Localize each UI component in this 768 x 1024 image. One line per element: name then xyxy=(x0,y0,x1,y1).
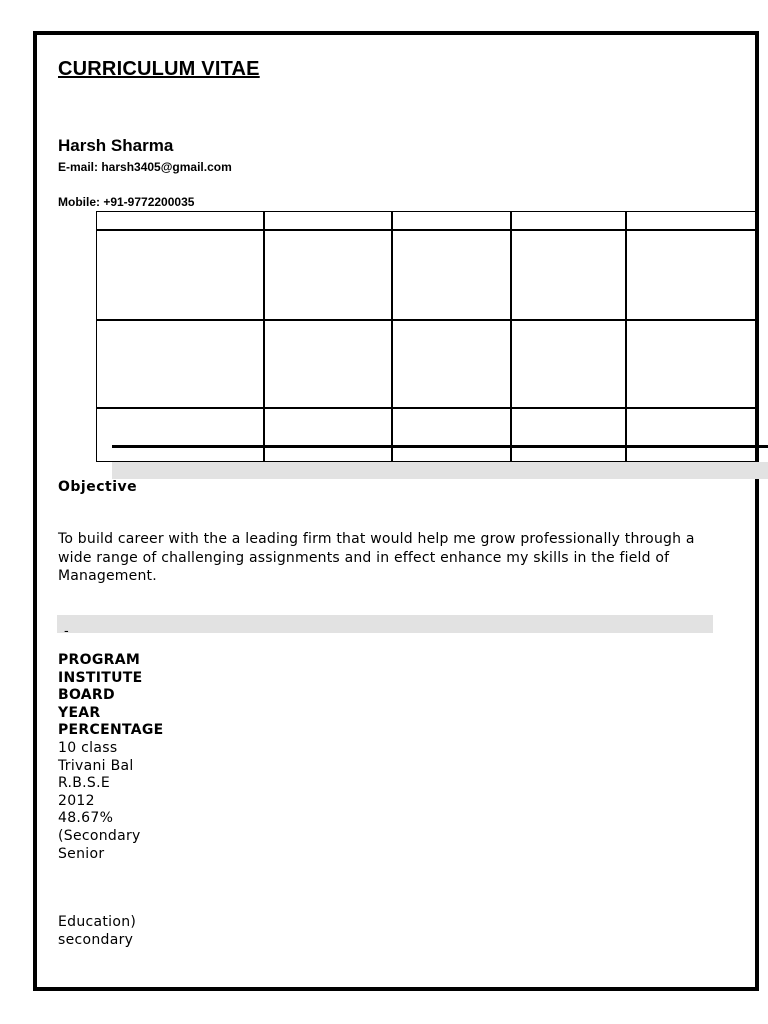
header-year: YEAR xyxy=(58,704,101,721)
entry-text: Senior xyxy=(58,845,105,862)
shaded-section-bar xyxy=(57,615,713,633)
entry-percentage: 48.67% xyxy=(58,810,114,827)
mobile-line: Mobile: +91-9772200035 xyxy=(58,195,195,209)
header-program: PROGRAM xyxy=(58,652,141,668)
education-entries xyxy=(58,740,141,863)
horizontal-rule xyxy=(112,445,768,448)
entry-text: secondary xyxy=(58,931,134,948)
entry-board: R.B.S.E xyxy=(58,775,111,792)
grid-column-divider xyxy=(625,212,627,461)
entry-year: 2012 xyxy=(58,792,95,809)
header-percentage: PERCENTAGE xyxy=(58,722,164,739)
empty-table-grid xyxy=(96,211,759,462)
candidate-name: Harsh Sharma xyxy=(58,136,174,155)
grid-row-divider xyxy=(97,407,759,409)
header-institute: INSTITUTE xyxy=(58,669,143,686)
objective-text: To build career with the a leading firm that would help me grow professionally through a wide range of challenging assignments and in effect enhance my skills in the field of Management. xyxy=(58,531,695,584)
shaded-section-bar xyxy=(112,462,768,479)
header-board: BOARD xyxy=(58,687,115,704)
education-entries-continued xyxy=(58,914,136,949)
grid-row-divider xyxy=(97,229,759,231)
entry-program: 10 class xyxy=(58,740,118,756)
grid-column-divider xyxy=(263,212,265,461)
entry-text: (Secondary xyxy=(58,827,141,844)
grid-column-divider xyxy=(757,212,759,461)
page-border xyxy=(33,31,759,991)
grid-column-divider xyxy=(391,212,393,461)
grid-row-divider xyxy=(97,319,759,321)
grid-column-divider xyxy=(510,212,512,461)
entry-institute: Trivani Bal xyxy=(58,757,134,774)
cv-title: CURRICULUM VITAE xyxy=(58,58,260,80)
email-line: E-mail: harsh3405@gmail.com xyxy=(58,160,232,174)
education-headers xyxy=(58,652,164,740)
objective-heading: Objective xyxy=(58,479,138,495)
entry-text: Education) xyxy=(58,914,137,930)
section-marker: - xyxy=(64,624,69,639)
